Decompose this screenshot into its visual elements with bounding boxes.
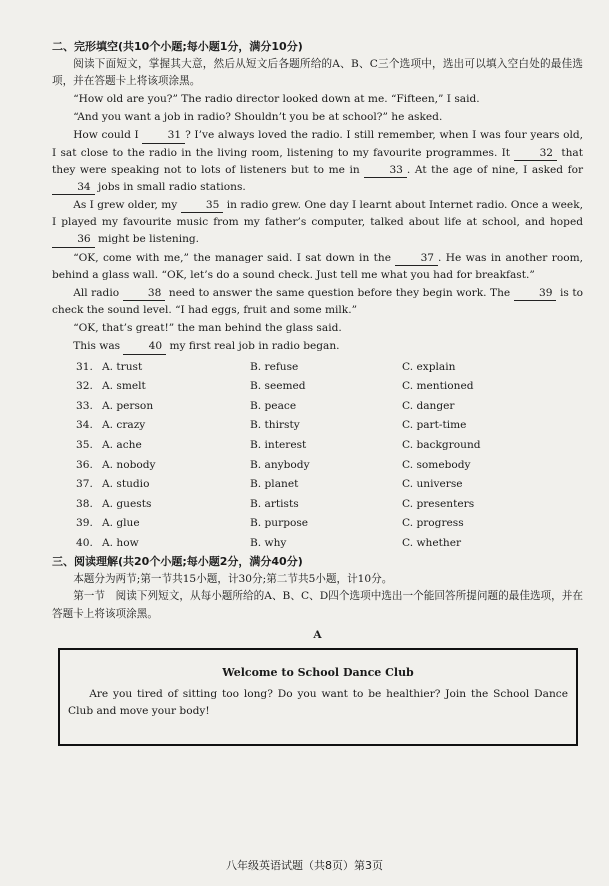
notice-text: Are you tired of sitting too long? Do you want to be healthier? Join the School Dance Club and move your body! [68, 687, 568, 717]
passage-paragraph-2: “And you want a job in radio? Shouldn’t you be at school?” he asked. [73, 111, 443, 124]
blank-35: 35 [181, 199, 224, 213]
page-footer: 八年级英语试题（共8页）第3页 [226, 859, 383, 872]
notice-title: Welcome to School Dance Club [222, 665, 414, 679]
option-row-40: 40. A. how B. why C. whether [76, 537, 462, 550]
option-row-37: 37. A. studio B. planet C. universe [76, 478, 463, 491]
option-row-32: 32. A. smelt B. seemed C. mentioned [76, 380, 474, 393]
blank-32: 32 [514, 147, 557, 161]
option-row-33: 33. A. person B. peace C. danger [76, 399, 455, 412]
blank-33: 33 [364, 164, 407, 178]
option-row-34: 34. A. crazy B. thirsty C. part-time [76, 419, 467, 432]
section3-part1-instruction: 第一节 阅读下列短文，从每小题所给的A、B、C、D四个选项中选出一个能回答所提问题的最佳选项，并在答题卡上将该项涂黑。 [52, 590, 583, 620]
passage-paragraph-5: “OK, come with me,” the manager said. I sat down in the 37 . He was in another room, behind a glass wall. “OK, let’s do a sound check. Just tell me what you had for breakfast.” [52, 251, 583, 281]
passage-paragraph-7: “OK, that’s great!” the man behind the glass said. [73, 322, 342, 335]
option-row-36: 36. A. nobody B. anybody C. somebody [76, 458, 471, 471]
blank-34: 34 [52, 181, 95, 195]
passage-paragraph-4: As I grew older, my 35 in radio grew. One day I learnt about Internet radio. Once a week, I played my favourite music from my father’s computer, talked about life at school, and hoped 36 might be listening. [52, 197, 583, 248]
option-row-35: 35. A. ache B. interest C. background [76, 439, 481, 452]
passage-paragraph-1: “How old are you?” The radio director looked down at me. “Fifteen,” I said. [73, 93, 480, 106]
option-row-31: 31. A. trust B. refuse C. explain [76, 360, 456, 373]
section3-intro: 本题分为两节;第一节共15小题，计30分;第二节共5小题，计10分。 [73, 573, 393, 586]
blank-39: 39 [514, 287, 557, 301]
passage-paragraph-8: This was 40 my first real job in radio began. [52, 338, 583, 355]
blank-37: 37 [395, 252, 438, 266]
section2-title: 二、完形填空(共10个小题;每小题1分，满分10分) [52, 40, 303, 53]
section2-instruction: 阅读下面短文，掌握其大意，然后从短文后各题所给的A、B、C三个选项中，选出可以填入空白处的最佳选项，并在答题卡上将该项涂黑。 [52, 57, 583, 87]
dance-club-notice [58, 648, 578, 746]
blank-40: 40 [123, 340, 166, 354]
blank-31: 31 [142, 129, 185, 143]
option-row-38: 38. A. guests B. artists C. presenters [76, 497, 475, 510]
option-row-39: 39. A. glue B. purpose C. progress [76, 517, 464, 530]
passage-paragraph-3: How could I 31 ? I’ve always loved the radio. I still remember, when I was four years old, I sat close to the radio in the living room, listening to my favourite programmes. It 32 that they were speaking not to lots of listeners but to me in 33 . At the age of nine, I asked for 34 jobs in small radio stations. [52, 127, 583, 196]
passage-paragraph-6: All radio 38 need to answer the same question before they begin work. The 39 is to check the sound level. “I had eggs, fruit and some milk.” [52, 286, 584, 316]
options-list [76, 357, 583, 553]
section3-title: 三、阅读理解(共20个小题;每小题2分，满分40分) [52, 555, 303, 569]
blank-38: 38 [123, 287, 166, 301]
passage-label: A [313, 628, 322, 641]
blank-36: 36 [52, 233, 95, 247]
